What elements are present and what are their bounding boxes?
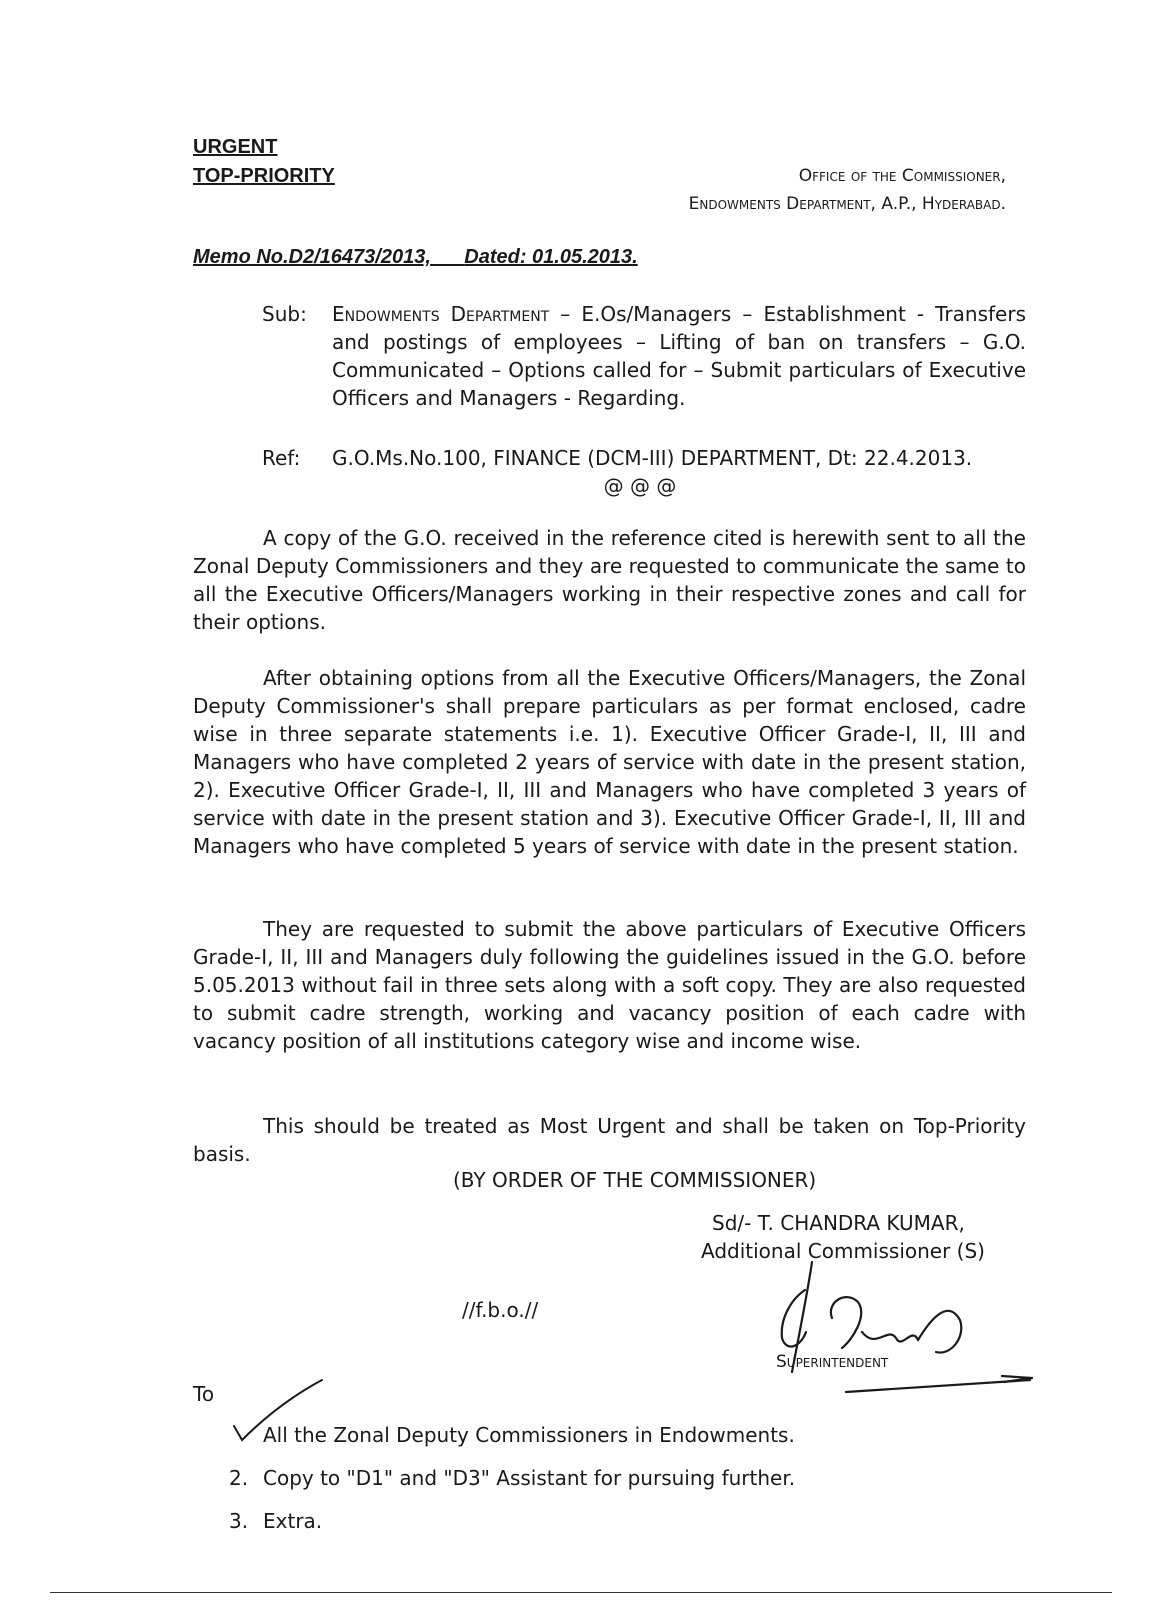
signatory-name: Sd/- T. CHANDRA KUMAR, [712,1211,965,1235]
subject-lead: Endowments Department [332,302,550,326]
memo-number: Memo No.D2/16473/2013, [193,246,431,268]
distribution-item-3-number: 3. [229,1509,249,1533]
reference-label: Ref: [262,446,301,470]
office-line-2: Endowments Department, A.P., Hyderabad. [688,194,1006,214]
distribution-item-2-number: 2. [229,1466,249,1490]
subject-body: – E.Os/Managers – Establishment - Transfers and postings of employees – Lifting of ban on transfers – G.O. Communicated – Options called for – Submit particulars of Executive Officers and Managers - Regarding. [332,302,1026,410]
subject-text [332,300,1026,412]
urgent-flag: URGENT [193,136,278,158]
paragraph-4: This should be treated as Most Urgent and shall be taken on Top-Priority basis. [193,1114,1026,1166]
distribution-item-1 [229,1423,795,1447]
footer-rule [50,1592,1112,1593]
fbo-mark: //f.b.o.// [462,1298,539,1322]
to-label: To [193,1382,215,1406]
distribution-item-1-text: All the Zonal Deputy Commissioners in Endowments. [263,1423,795,1447]
reference-text: G.O.Ms.No.100, FINANCE (DCM-III) DEPARTMENT, Dt: 22.4.2013. [332,446,973,470]
subject-label: Sub: [262,302,307,326]
order-line: (BY ORDER OF THE COMMISSIONER) [453,1168,817,1192]
reference-separator: @ @ @ [603,474,677,498]
office-line-1: Office of the Commissioner, [798,166,1006,186]
distribution-item-2-text: Copy to "D1" and "D3" Assistant for pursuing further. [263,1466,796,1490]
memo-date: Dated: 01.05.2013. [464,246,638,268]
paragraph-3: They are requested to submit the above particulars of Executive Officers Grade-I, II, III and Managers duly following the guidelines issued in the G.O. before 5.05.2013 without fail in three sets along with a soft copy. They are also requested to submit cadre strength, working and vacancy position of each cadre with vacancy position of all institutions category wise and income wise. [193,917,1026,1053]
distribution-item-3-text: Extra. [263,1509,323,1533]
memo-line [193,246,638,269]
signer-title: Superintendent [776,1352,889,1372]
top-priority-flag: TOP-PRIORITY [193,165,335,187]
paragraph-1: A copy of the G.O. received in the reference cited is herewith sent to all the Zonal Deputy Commissioners and they are requested to communicate the same to all the Executive Officers/Managers working in their respective zones and call for their options. [193,526,1026,634]
distribution-item-3 [229,1509,322,1533]
distribution-item-2 [229,1466,795,1490]
paragraph-2: After obtaining options from all the Executive Officers/Managers, the Zonal Deputy Commissioner's shall prepare particulars as per format enclosed, cadre wise in three separate statements i.e. 1). Executive Officer Grade-I, II, III and Managers who have completed 2 years of service with date in the present station, 2). Executive Officer Grade-I, II, III and Managers who have completed 3 years of service with date in the present station and 3). Executive Officer Grade-I, II, III and Managers who have completed 5 years of service with date in the present station. [193,666,1026,858]
signatory-designation: Additional Commissioner (S) [701,1239,985,1263]
